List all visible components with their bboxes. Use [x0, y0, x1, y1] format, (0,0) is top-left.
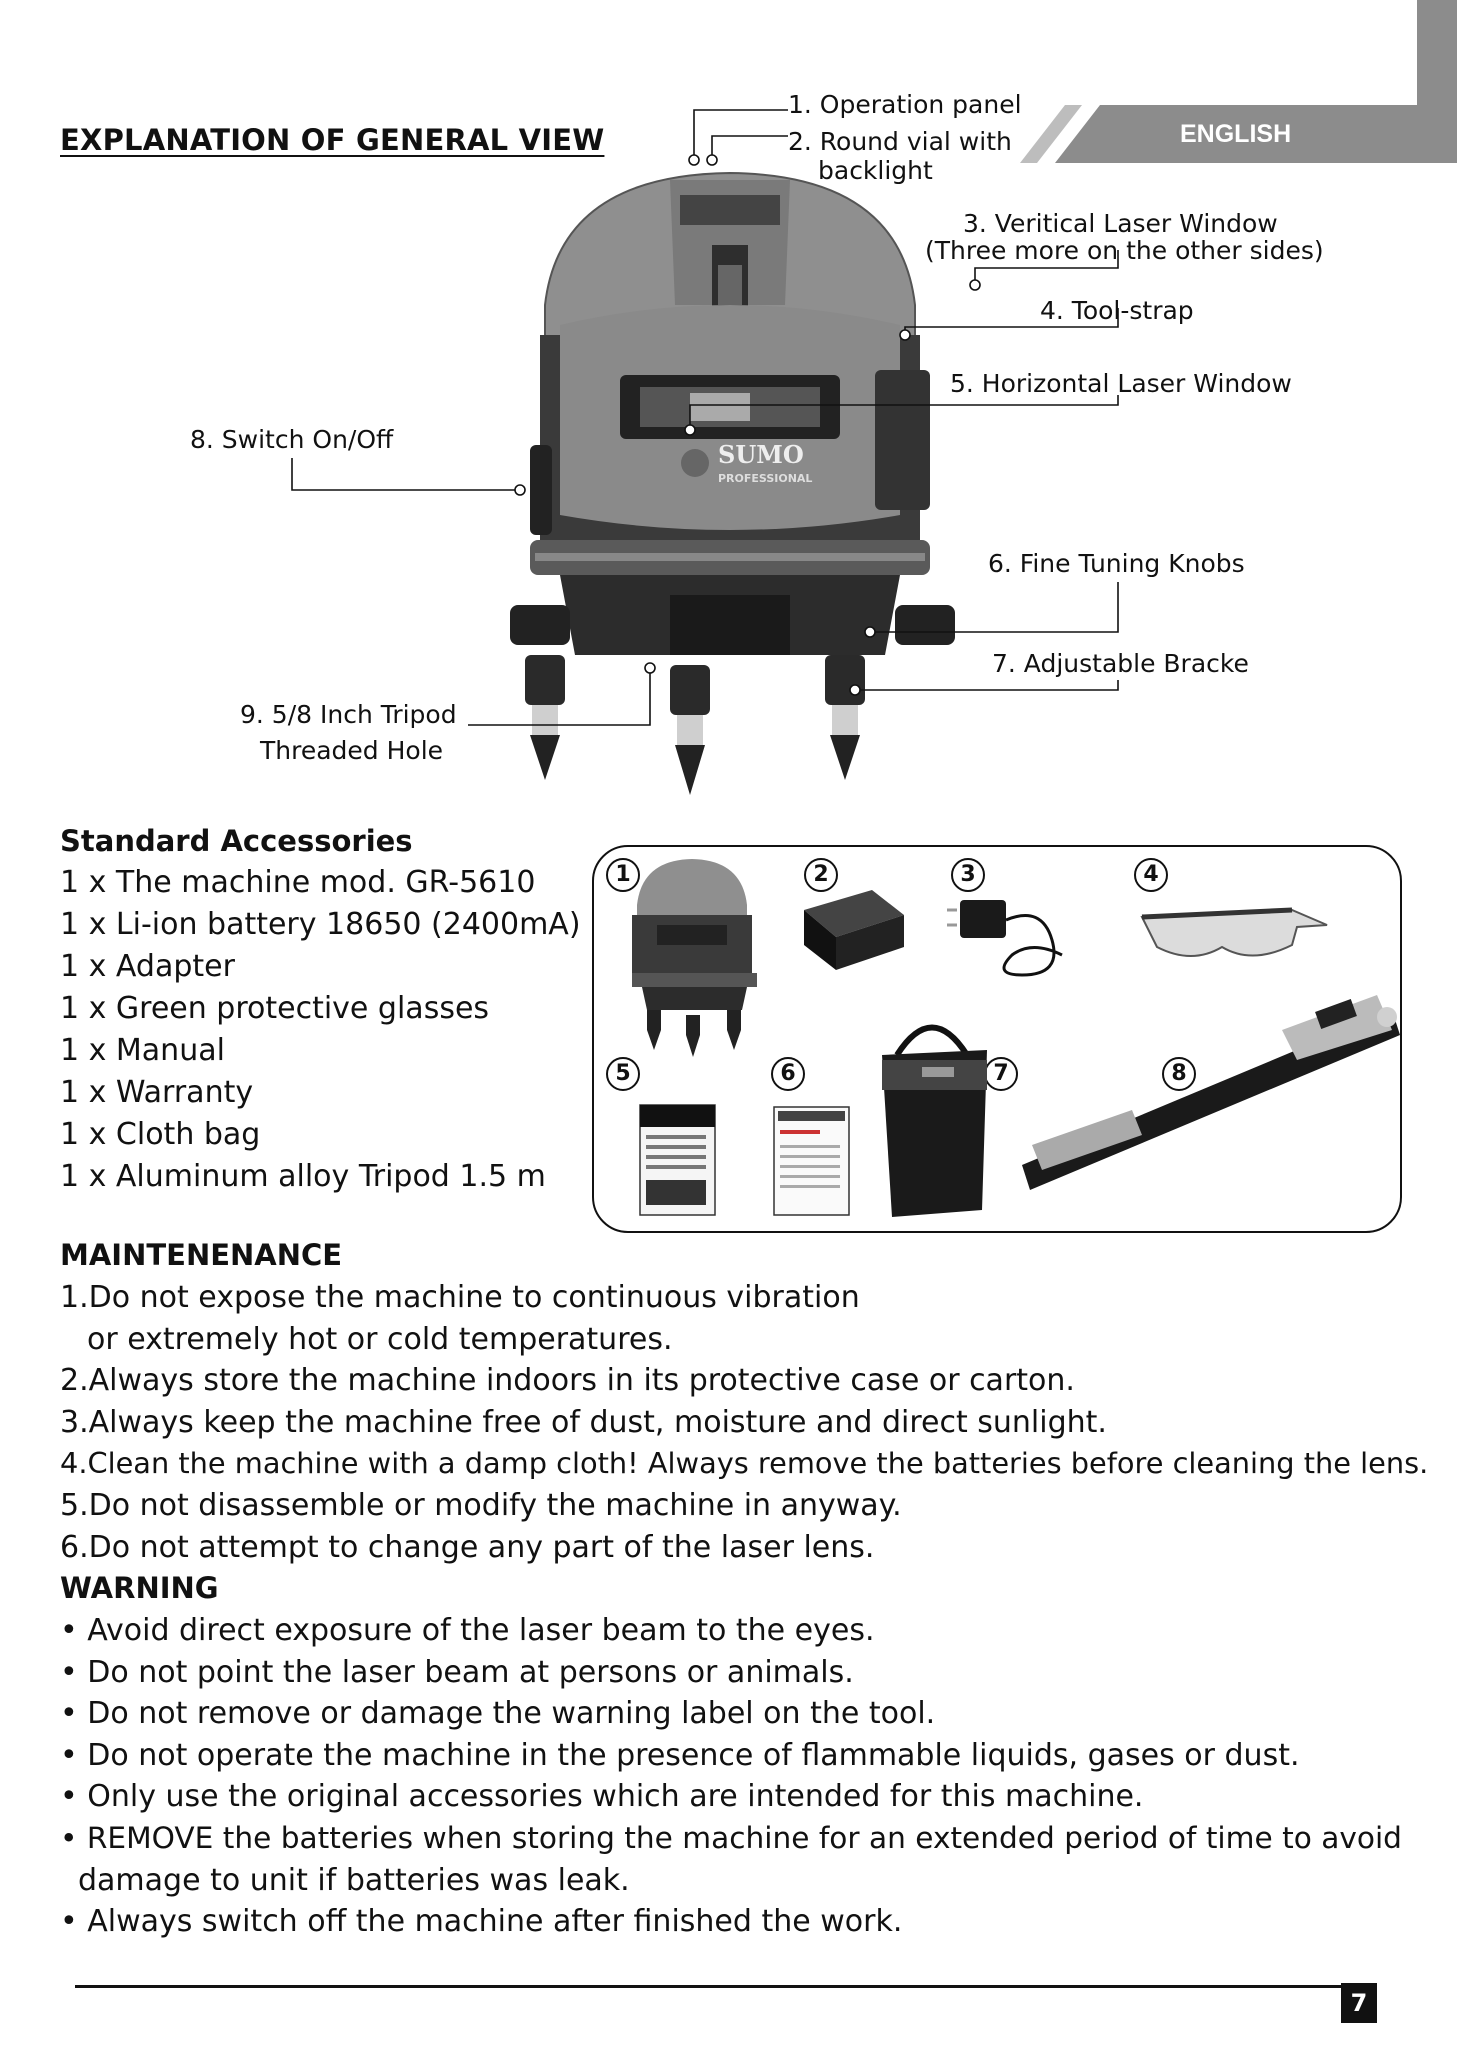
list-item: • Always switch off the machine after finished the work.	[60, 1904, 903, 1940]
list-item: • Do not operate the machine in the presence of flammable liquids, gases or dust.	[60, 1737, 1300, 1773]
list-item: damage to unit if batteries was leak.	[78, 1862, 630, 1898]
callout-vertical-window-note: (Three more on the other sides)	[925, 236, 1324, 265]
accessories-title: Standard Accessories	[60, 824, 413, 858]
list-item: 1 x Manual	[60, 1033, 225, 1068]
page-number: 7	[1341, 1983, 1377, 2023]
item-number-5: 5	[606, 1057, 640, 1091]
list-item: 2.Always store the machine indoors in its protective case or carton.	[60, 1363, 1075, 1399]
brand-logo: SUMO	[718, 440, 804, 469]
list-item: 1 x Aluminum alloy Tripod 1.5 m	[60, 1159, 546, 1194]
footer-rule	[75, 1985, 1345, 1988]
list-item: 1 x The machine mod. GR-5610	[60, 865, 536, 900]
callout-leader-lines	[0, 0, 1457, 800]
list-item: 1 x Li-ion battery 18650 (2400mA)	[60, 907, 581, 942]
list-item: 1 x Adapter	[60, 949, 235, 984]
callout-round-vial-cont: backlight	[818, 156, 933, 185]
cloth-bag-image	[882, 1028, 987, 1218]
language-tab: ENGLISH	[1180, 120, 1292, 148]
page-title: EXPLANATION OF GENERAL VIEW	[60, 123, 605, 157]
callout-tripod-hole-cont: Threaded Hole	[260, 736, 444, 765]
maintenance-list	[60, 1277, 1428, 1568]
item-number-4: 4	[1134, 858, 1168, 892]
manual-image	[640, 1105, 715, 1215]
list-item: • Do not remove or damage the warning label on the tool.	[60, 1696, 936, 1732]
list-item: 5.Do not disassemble or modify the machine in anyway.	[60, 1487, 902, 1523]
tripod-image	[1022, 995, 1400, 1190]
list-item: 1 x Cloth bag	[60, 1117, 261, 1152]
item-number-7: 7	[984, 1057, 1018, 1091]
callout-tool-strap: 4. Tool-strap	[1040, 296, 1194, 325]
brand-subtitle: PROFESSIONAL	[718, 472, 813, 485]
item-number-2: 2	[804, 858, 838, 892]
list-item: • REMOVE the batteries when storing the machine for an extended period of time to avoid	[60, 1820, 1402, 1855]
callout-switch: 8. Switch On/Off	[190, 425, 394, 454]
list-item: 6.Do not attempt to change any part of the laser lens.	[60, 1529, 875, 1565]
callout-fine-tuning: 6. Fine Tuning Knobs	[988, 549, 1245, 578]
list-item: 1.Do not expose the machine to continuous vibration	[60, 1280, 860, 1315]
callout-horizontal-window: 5. Horizontal Laser Window	[950, 369, 1292, 398]
warning-title: WARNING	[60, 1571, 219, 1605]
accessories-list	[60, 862, 581, 1198]
adapter-image	[947, 900, 1062, 975]
item-number-3: 3	[951, 858, 985, 892]
item-number-8: 8	[1162, 1057, 1196, 1091]
list-item: • Do not point the laser beam at persons or animals.	[60, 1654, 854, 1690]
list-item: 4.Clean the machine with a damp cloth! Always remove the batteries before cleaning the lens.	[60, 1446, 1429, 1481]
list-item: • Avoid direct exposure of the laser beam to the eyes.	[60, 1613, 875, 1648]
maintenance-title: MAINTENENANCE	[60, 1238, 343, 1272]
mini-laser-level-image	[632, 859, 757, 1057]
warranty-card-image	[774, 1107, 849, 1215]
list-item: • Only use the original accessories which are intended for this machine.	[60, 1779, 1144, 1815]
item-number-6: 6	[771, 1057, 805, 1091]
callout-round-vial: 2. Round vial with	[788, 127, 1012, 156]
callout-vertical-window: 3. Veritical Laser Window	[963, 209, 1278, 238]
accessories-illustrations	[592, 845, 1402, 1233]
callout-operation-panel: 1. Operation panel	[788, 90, 1022, 119]
list-item: 1 x Warranty	[60, 1075, 254, 1110]
callout-tripod-hole: 9. 5/8 Inch Tripod	[240, 700, 457, 729]
battery-image	[804, 890, 904, 970]
list-item: 1 x Green protective glasses	[60, 991, 490, 1026]
callout-adjustable-bracket: 7. Adjustable Bracke	[992, 649, 1249, 678]
item-number-1: 1	[606, 858, 640, 892]
list-item: or extremely hot or cold temperatures.	[87, 1321, 673, 1357]
warning-list	[60, 1610, 1402, 1943]
list-item: 3.Always keep the machine free of dust, moisture and direct sunlight.	[60, 1404, 1107, 1440]
protective-glasses-image	[1142, 910, 1327, 956]
